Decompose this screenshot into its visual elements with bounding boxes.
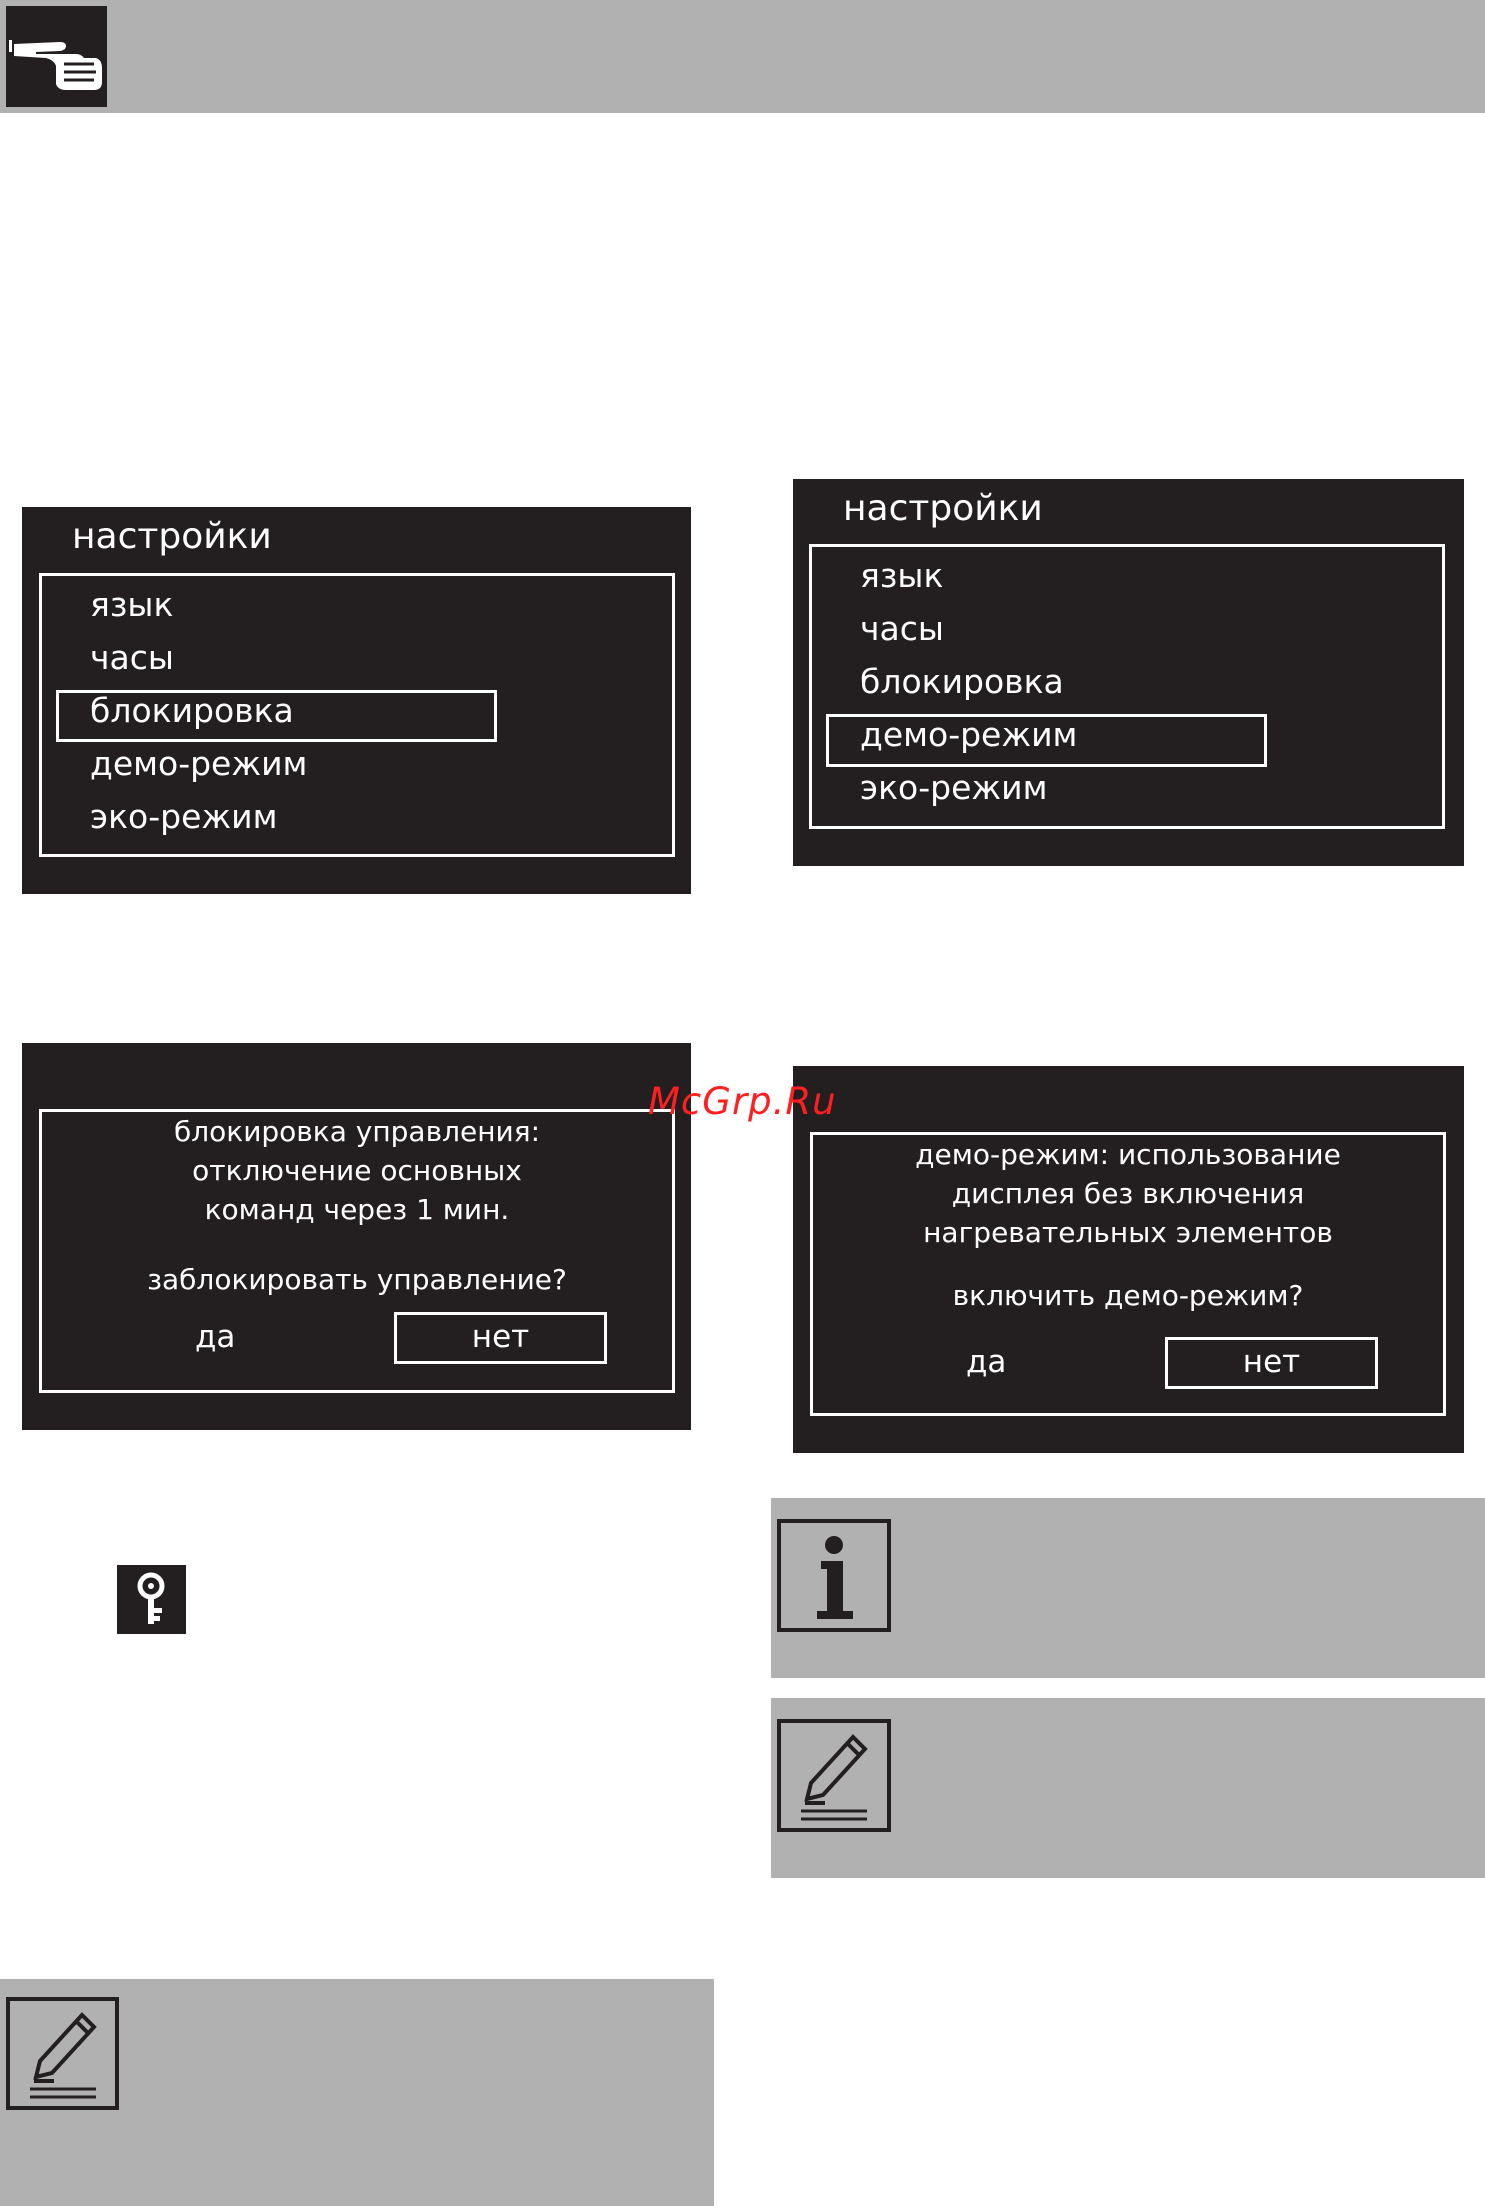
menu-item-eco[interactable]: эко-режим <box>90 797 278 836</box>
menu-item-demo[interactable]: демо-режим <box>860 715 1078 754</box>
menu-frame <box>809 544 1445 829</box>
dialog-question: включить демо-режим? <box>952 1279 1304 1312</box>
dialog-line-3: команд через 1 мин. <box>204 1193 510 1226</box>
menu-item-lock[interactable]: блокировка <box>860 662 1064 701</box>
info-panel <box>771 1498 1485 1678</box>
dialog-question: заблокировать управление? <box>147 1263 567 1296</box>
menu-item-lock[interactable]: блокировка <box>90 691 294 730</box>
menu-frame <box>39 573 675 857</box>
note-panel-right <box>771 1698 1485 1878</box>
menu-item-eco[interactable]: эко-режим <box>860 768 1048 807</box>
yes-option[interactable]: да <box>966 1344 1007 1380</box>
screen-title: настройки <box>843 488 1043 529</box>
info-icon <box>777 1519 891 1632</box>
watermark: McGrp.Ru <box>648 1080 837 1123</box>
dialog-frame <box>810 1132 1446 1416</box>
dialog-line-2: отключение основных <box>192 1154 522 1187</box>
dialog-line-3: нагревательных элементов <box>923 1216 1333 1249</box>
settings-screen-demo <box>793 479 1464 866</box>
screen-title: настройки <box>72 516 272 557</box>
lock-dialog-screen <box>22 1043 691 1430</box>
dialog-line-1: демо-режим: использование <box>915 1138 1341 1171</box>
header-bar <box>0 0 1485 113</box>
pencil-note-icon <box>6 1997 119 2110</box>
key-icon <box>117 1565 186 1634</box>
dialog-line-2: дисплея без включения <box>951 1177 1305 1210</box>
no-button[interactable]: нет <box>1165 1337 1378 1389</box>
yes-option[interactable]: да <box>195 1319 236 1355</box>
dialog-frame <box>39 1109 675 1393</box>
settings-screen-lock <box>22 507 691 894</box>
no-button[interactable]: нет <box>394 1312 607 1364</box>
menu-item-clock[interactable]: часы <box>860 609 944 648</box>
menu-item-demo[interactable]: демо-режим <box>90 744 308 783</box>
note-panel-bottom <box>0 1979 714 2206</box>
pointing-hand-icon <box>6 6 107 107</box>
pencil-note-icon <box>777 1719 891 1832</box>
menu-item-language[interactable]: язык <box>90 585 174 624</box>
dialog-line-1: блокировка управления: <box>174 1115 540 1148</box>
menu-item-language[interactable]: язык <box>860 556 944 595</box>
demo-dialog-screen <box>793 1066 1464 1453</box>
menu-item-clock[interactable]: часы <box>90 638 174 677</box>
